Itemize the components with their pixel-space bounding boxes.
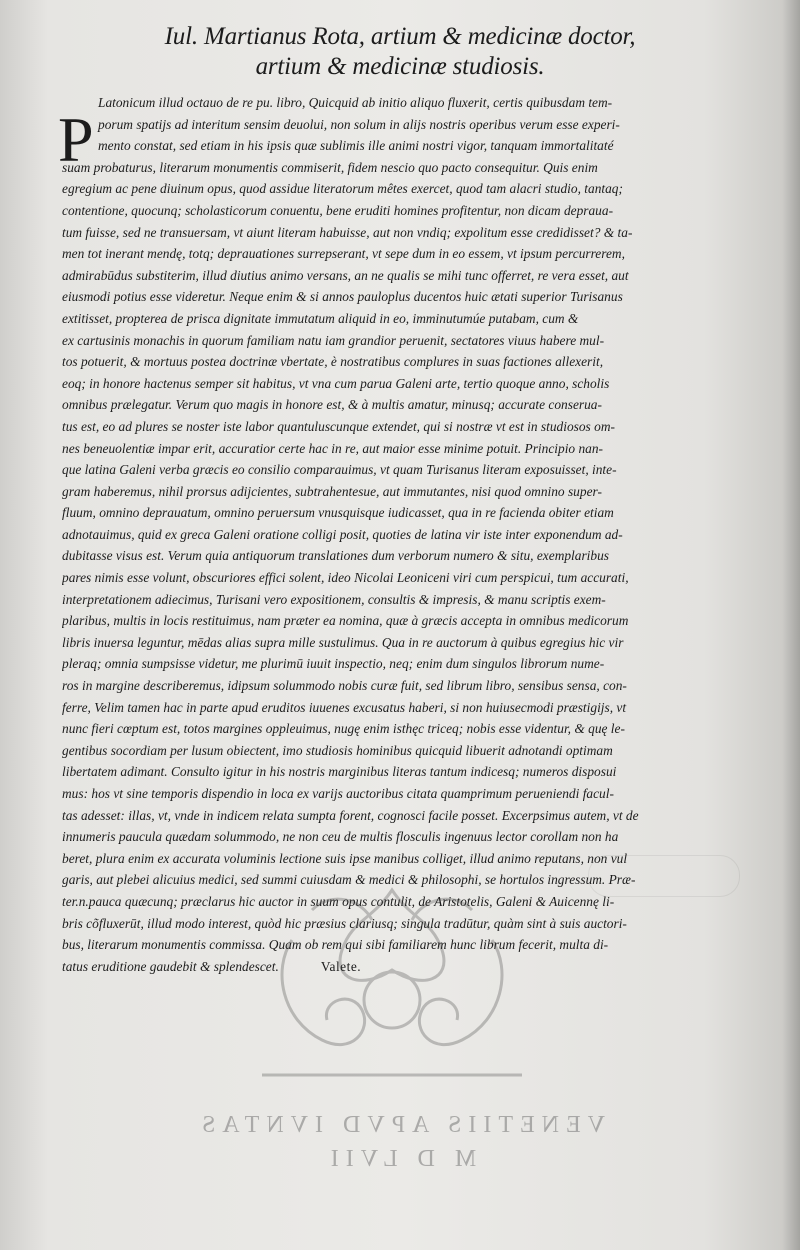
mirrored-imprint-bleedthrough: [160, 1108, 640, 1176]
text-line: que latina Galeni verba græcis eo consilio comparauimus, vt quam Turisanus literam exposuisset, inte-: [62, 462, 617, 478]
text-line: tatus eruditione gaudebit & splendescet. Valete.: [62, 958, 362, 974]
text-line: bris cõfluxerūt, illud modo interest, quòd hic præsius clariusq; singula tradūtur, quàm sint à suis auctori-: [62, 915, 627, 931]
preface-body-text: [62, 92, 742, 977]
dedication-heading: [140, 22, 660, 82]
printer-ornament-image: [252, 880, 532, 1080]
text-line: tos potuerit, & mortuus postea doctrinæ vbertate, è nostratibus complures in suas factiones allexerit,: [62, 354, 604, 370]
text-line: Latonicum illud octauo de re pu. libro, Quicquid ab initio aliquo fluxerit, certis quibusdam tem-: [98, 95, 613, 110]
page-gutter-shadow: [782, 0, 800, 1250]
heading-line-1: Iul. Martianus Rota, artium & medicinæ doctor,: [164, 23, 636, 50]
text-line: gentibus socordiam per lusum obiectent, imo studiosis hominibus quicquid libuerit adnotandi optimam: [62, 742, 613, 758]
text-line: innumeris paucula quædam solummodo, ne non ceu de multis flosculis ingenuus lector corollam non ha: [62, 829, 619, 845]
imprint-line-1: VENETIIS APVD IVNTAS: [194, 1112, 606, 1138]
text-line: omnibus prælegatur. Verum quo magis in honore est, & à multis amatur, minusq; accurate conserua-: [62, 397, 602, 413]
text-line: suam probaturus, literarum monumentis commiserit, fidem nescio quo pacto consequitur. Quis enim: [62, 159, 598, 175]
heading-line-2: artium & medicinæ studiosis.: [255, 53, 545, 80]
valete-closing: Valete.: [320, 958, 362, 974]
text-line: contentione, quocunq; scholasticorum conuentu, bene eruditi homines profitentur, non dicam deprauа-: [62, 202, 614, 218]
text-line: tas adesset: illas, vt, vnde in indicem relata sumpta forent, cognosci facile posset. Excerpsimus autem, vt de: [62, 807, 639, 823]
text-line: eiusmodi potius esse videretur. Neque enim & si annos pauloplus ducentos huic ætati superior Turisanus: [62, 289, 623, 305]
text-line: ros in margine describeremus, idipsum solummodo nobis curæ fuit, sed librum libro, sensibus sensa, con-: [62, 678, 627, 694]
text-line: plaribus, multis in locis restituimus, nam præter ea nomina, quæ à græcis accepta in omnibus medicorum: [62, 613, 629, 629]
text-line: interpretationem adiecimus, Turisani vero expositionem, consultis & impresis, & manu scriptis exem-: [62, 591, 606, 607]
text-line: garis, aut plebei alicuius medici, sed summi cuiusdam & medici & philosophi, se hortulos ingressum. Præ-: [62, 872, 636, 888]
text-line: beret, plura enim ex accurata voluminis lectione suis ipse manibus colliget, illud animo reputans, non vul: [62, 850, 628, 866]
text-line: libris inuersa leguntur, mēdas alias supra mille sustulimus. Qua in re auctorum à quibus egregius hic vir: [62, 634, 624, 650]
text-line: egregium ac pene diuinum opus, quod assidue literatorum mêtes exercet, quod tam alacri studio, tantaq;: [62, 181, 623, 197]
text-line: dubitasse visus est. Verum quia antiquorum translationes dum verborum numero & situ, exemplaribus: [62, 548, 610, 564]
text-line: porum spatijs ad interitum sensim deuolui, non solum in alijs nostris operibus verum esse experi-: [98, 116, 620, 132]
text-line: tus est, eo ad plures se noster iste labor quantuluscunque extendet, qui si nostræ vt est in studiosos om-: [62, 418, 615, 434]
text-line: bus, literarum monumentis commissa. Quam ob rem qui sibi familiarem hunc librum fecerit, multa di-: [62, 937, 609, 953]
text-line: men tot inerant mendę, totq; deprauationes surrepserant, vt sepe dum in eo essem, vt ipsum percurrerem,: [62, 246, 625, 262]
text-line: libertatem adimant. Consulto igitur in his nostris marginibus literas tantum indicesq; numeros disposui: [62, 764, 617, 780]
text-line: ex cartusinis monachis in quorum familiam natu iam grandior peruenit, sectatores viuus habere mul-: [62, 332, 605, 348]
text-line: pares nimis esse volunt, obscuriores effici solent, ideo Nicolai Leoniceni viri cum perspicui, tum accurati,: [62, 570, 629, 586]
text-line: nes beneuolentiæ impar erit, accuratior certe hac in re, aut maior esse minime potuit. Principio nan-: [62, 440, 603, 456]
text-line: tum fuisse, sed ne transuersam, vt aiunt literam habuisse, aut non vndiq; expolitum esse credidisset? & ta-: [62, 224, 633, 240]
text-line: mus: hos vt sine temporis dispendio in loca ex varijs auctoribus citata quamprimum perueniendi facul-: [62, 786, 614, 801]
text-line: admirabūdus substiterim, illud diutius animo versans, an ne qualis se mihi tunc offerret, re vera esset, aut: [62, 267, 629, 283]
text-line: nunc fieri cœptum est, totos margines oppleuimus, nugę enim isthęc triceq; nobis esse videntur, & quę le-: [62, 721, 625, 737]
text-line: ter.n.pauca quæcunq; præclarus hic auctor in suum opus contulit, de Aristotelis, Galeni & Auicennę li-: [62, 893, 615, 909]
imprint-line-2: M D LVII: [323, 1146, 477, 1172]
text-line: gram haberemus, nihil prorsus adijcientes, subtrahentesue, aut immutantes, nisi quod omnino super-: [62, 483, 602, 499]
text-line: extitisset, propterea de prisca dignitate immutatum aliquid in eo, imminutumúe putabam, cum &: [62, 310, 579, 326]
faded-stamp-mark: [588, 855, 740, 897]
text-line: adnotauimus, quid ex greca Galeni oratione colligi posit, quoties de latina vir iste inter exponendum ad-: [62, 526, 623, 542]
text-line: ferre, Velim tamen hac in parte apud eruditos iuuenes excusatus haberi, si non huiusecmodi præstigijs, vt: [62, 699, 627, 715]
text-line: fluum, omnino deprauatum, omnino peruersum vnusquisque iudicasset, qua in re facienda obiter etiam: [62, 505, 614, 521]
text-line: pleraq; omnia sumpsisse videtur, me plurimū iuuit inspectio, neq; enim dum singulos librorum nume-: [62, 656, 605, 672]
text-line: eoq; in honore hactenus semper sit habitus, vt vna cum parua Galeni arte, tertio quoque anno, scholis: [62, 375, 610, 391]
drop-cap-initial: P: [58, 104, 94, 175]
text-line: mento constat, sed etiam in his ipsis quæ sublimis ille animi nostri vigor, tanquam immortalitaté: [98, 138, 614, 154]
